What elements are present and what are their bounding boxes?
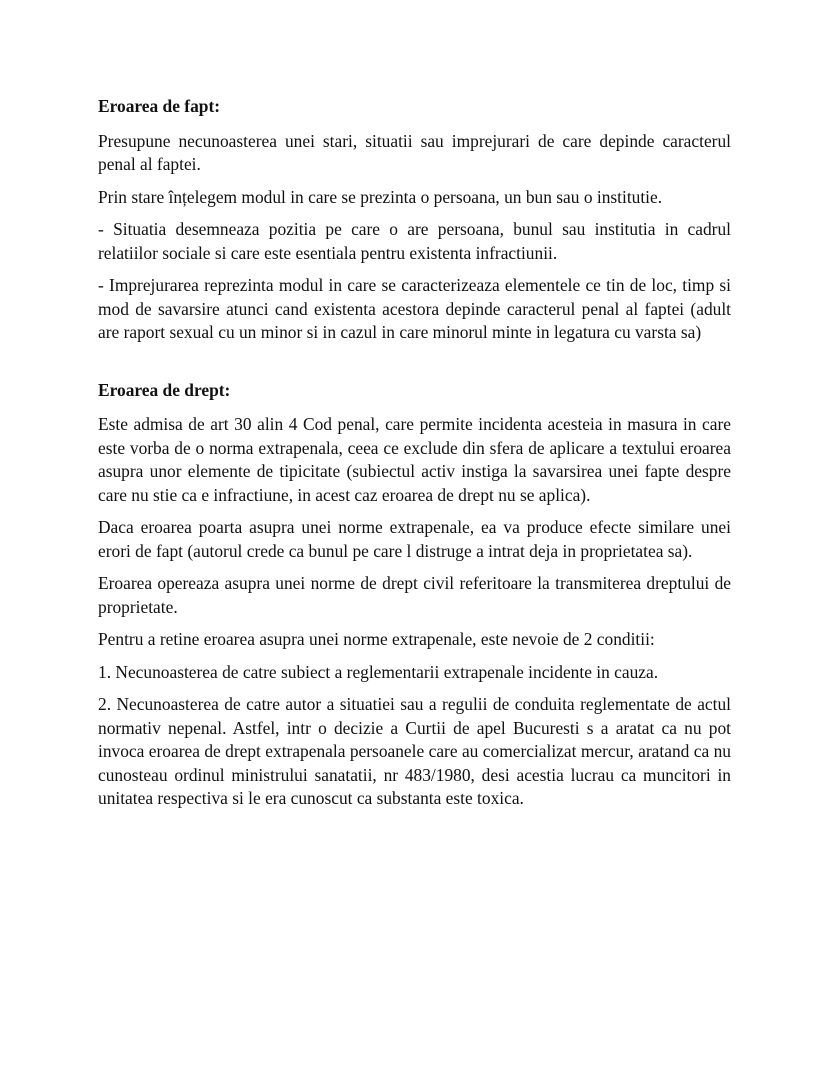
section-eroarea-de-drept <box>98 379 731 811</box>
paragraph: Presupune necunoasterea unei stari, situatii sau imprejurari de care depinde caracterul penal al faptei. <box>98 130 731 174</box>
document-page <box>98 95 731 820</box>
paragraph: Daca eroarea poarta asupra unei norme extrapenale, ea va produce efecte similare unei erori de fapt (autorul crede ca bunul pe care l distruge a intrat deja in proprietatea sa). <box>98 517 731 561</box>
paragraph: Eroarea opereaza asupra unei norme de drept civil referitoare la transmiterea dreptului de proprietate. <box>98 573 731 617</box>
section-heading: Eroarea de fapt: <box>98 96 221 116</box>
paragraph: 2. Necunoasterea de catre autor a situatiei sau a regulii de conduita reglementate de actul normativ nepenal. Astfel, intr o decizie a Curtii de apel Bucuresti s a aratat ca nu pot invoca eroarea de drept extrapenala persoanele care au comercializat mercur, aratand ca nu cunosteau ordinul ministrului sanatatii, nr 483/1980, desi acestia lucrau ca muncitori in unitatea respectiva si le era cunoscut ca substanta este toxica. <box>98 694 731 808</box>
section-eroarea-de-fapt <box>98 95 731 345</box>
paragraph: 1. Necunoasterea de catre subiect a reglementarii extrapenale incidente in cauza. <box>98 661 659 682</box>
paragraph: - Situatia desemneaza pozitia pe care o are persoana, bunul sau institutia in cadrul relatiilor sociale si care este esentiala pentru existenta infractiunii. <box>98 219 731 263</box>
section-heading: Eroarea de drept: <box>98 379 231 400</box>
paragraph: Pentru a retine eroarea asupra unei norme extrapenale, este nevoie de 2 conditii: <box>98 629 655 649</box>
paragraph: Prin stare înțelegem modul in care se prezinta o persoana, un bun sau o institutie. <box>98 186 663 207</box>
paragraph: - Imprejurarea reprezinta modul in care se caracterizeaza elementele ce tin de loc, timp si mod de savarsire atunci cand existenta acestora depinde caracterul penal al faptei (adult are raport sexual cu un minor si in cazul in care minorul minte in legatura cu varsta sa) <box>98 275 731 342</box>
paragraph: Este admisa de art 30 alin 4 Cod penal, care permite incidenta acesteia in masura in care este vorba de o norma extrapenala, ceea ce exclude din sfera de aplicare a textului eroarea asupra unor elemente de tipicitate (subiectul activ instiga la savarsirea unei fapte despre care nu stie ca e infractiune, in acest caz eroarea de drept nu se aplica). <box>98 414 731 505</box>
